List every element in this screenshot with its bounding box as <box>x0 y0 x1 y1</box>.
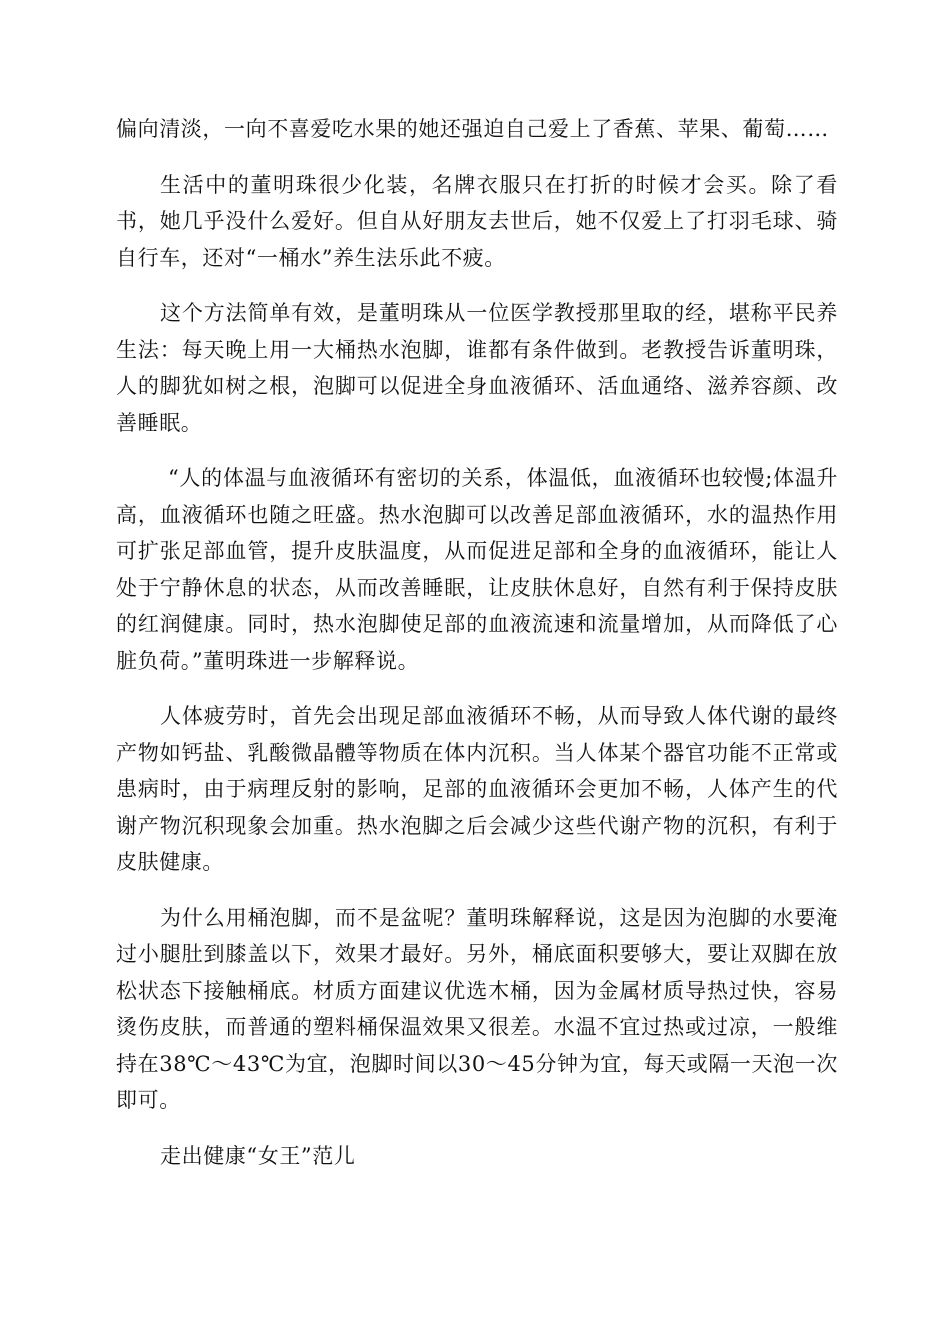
paragraph-fatigue: 人体疲劳时，首先会出现足部血液循环不畅，从而导致人体代谢的最终产物如钙盐、乳酸微晶體等物质在体内沉积。当人体某个器官功能不正常或患病时，由于病理反射的影响，足部的血液循环会更加不畅，人体产生的代谢产物沉积现象会加重。热水泡脚之后会减少这些代谢产物的沉积，有利于皮肤健康。 <box>116 704 838 874</box>
paragraph-quote: “人的体温与血液循环有密切的关系，体温低，血液循环也较慢;体温升高，血液循环也随之旺盛。热水泡脚可以改善足部血液循环，水的温热作用可扩张足部血管，提升皮肤温度，从而促进足部和全身的血液循环，能让人处于宁静休息的状态，从而改善睡眠，让皮肤休息好，自然有利于保持皮肤的红润健康。同时，热水泡脚使足部的血液流速和流量增加，从而降低了心脏负荷。”董明珠进一步解释说。 <box>116 466 838 673</box>
paragraph-continuation: 偏向清淡，一向不喜爱吃水果的她还强迫自己爱上了香蕉、苹果、葡萄…… <box>116 117 829 141</box>
document-page <box>116 111 838 1193</box>
paragraph-bucket: 为什么用桶泡脚，而不是盆呢？董明珠解释说，这是因为泡脚的水要淹过小腿肚到膝盖以下，效果才最好。另外，桶底面积要够大，要让双脚在放松状态下接触桶底。材质方面建议优选木桶，因为金属材质导热过快，容易烫伤皮肤，而普通的塑料桶保温效果又很差。水温不宜过热或过凉，一般维持在38℃～43℃为宜，泡脚时间以30～45分钟为宜，每天或隔一天泡一次即可。 <box>116 905 838 1112</box>
paragraph-lifestyle: 生活中的董明珠很少化装，名牌衣服只在打折的时候才会买。除了看书，她几乎没什么爱好。但自从好朋友去世后，她不仅爱上了打羽毛球、骑自行车，还对“一桶水”养生法乐此不疲。 <box>116 172 838 270</box>
section-heading: 走出健康“女王”范儿 <box>160 1143 356 1168</box>
paragraph-method: 这个方法简单有效，是董明珠从一位医学教授那里取的经，堪称平民养生法：每天晚上用一大桶热水泡脚，谁都有条件做到。老教授告诉董明珠，人的脚犹如树之根，泡脚可以促进全身血液循环、活血通络、滋养容颜、改善睡眠。 <box>116 301 838 435</box>
